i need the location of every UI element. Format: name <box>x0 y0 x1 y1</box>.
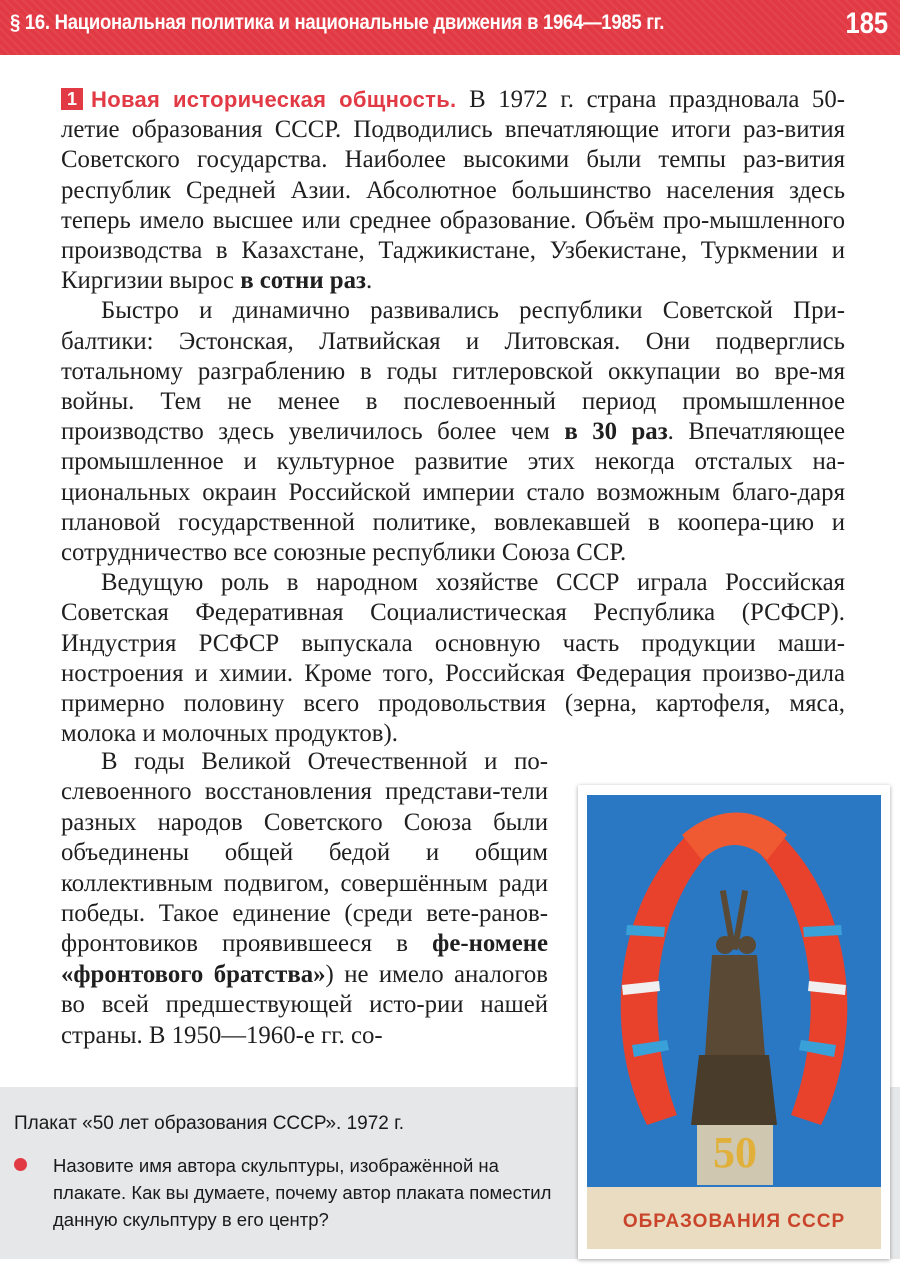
paragraph-2-bold: в 30 раз <box>564 418 668 446</box>
section-heading: Новая историческая общность. <box>91 87 457 112</box>
poster-number: 50 <box>713 1128 757 1177</box>
chapter-title: § 16. Национальная политика и национальные движения в 1964—1985 гг. <box>10 11 665 34</box>
page-number: 185 <box>845 7 888 40</box>
paragraph-4-end: ) не имело аналогов во всей предшествующей исто-рии нашей страны. В 1950—1960-е гг. со- <box>61 960 548 1049</box>
paragraph-1-text: В 1972 г. страна праздновала 50-летие образования СССР. Подводились впечатляющие итоги раз-вития Советского государства. Наиболее высокими были темпы раз-вития республик Средней Азии. Абсолютное большинство населения здесь теперь имело высшее или среднее образование. Объём про-мышленного производства в Казахстане, Таджикистане, Узбекистане, Туркмении и Киргизии вырос <box>61 86 845 295</box>
paragraph-4-bold: фе-номене «фронтового братства» <box>61 930 548 988</box>
main-text <box>61 85 845 749</box>
paragraph-2-text: Быстро и динамично развивались республики Советской При-балтики: Эстонская, Латвийская и Литовская. Они подверглись тотальному разграблению в годы гитлеровской оккупации во вре-мя войны. Тем не менее в послевоенный период промышленное производство здесь увеличилось более чем <box>61 297 845 446</box>
wrapped-text <box>61 747 548 1051</box>
paragraph-1 <box>61 85 845 296</box>
section-number: 1 <box>61 88 83 110</box>
question-bullet-icon <box>14 1158 27 1171</box>
paragraph-2-end: . Впечатляющее промышленное и культурное развитие этих некогда отсталых на-циональных окраин Российской империи стало возможным благо-даря плановой государственной политике, вовлекавшей в коопера-цию и сотрудничество все союзные республики Союза ССР. <box>61 418 845 567</box>
paragraph-1-end: . <box>365 267 373 295</box>
paragraph-1-bold: в сотни раз <box>240 267 366 295</box>
poster-image <box>578 785 890 1259</box>
paragraph-4-text: В годы Великой Отечественной и по-слевоенного восстановления представи-тели разных народов Советского Союза были объединены общей бедой и общим коллективным подвигом, совершённым ради победы. Такое единение (среди вете-ранов-фронтовиков проявившееся в <box>61 748 548 958</box>
poster-illustration <box>587 795 881 1249</box>
paragraph-4 <box>61 747 548 1051</box>
caption-title: Плакат «50 лет образования СССР». 1972 г. <box>14 1113 405 1134</box>
poster-banner-text: ОБРАЗОВАНИЯ СССР <box>622 1211 846 1232</box>
paragraph-3: Ведущую роль в народном хозяйстве СССР играла Российская Советская Федеративная Социалистическая Республика (РСФСР). Индустрия РСФСР выпускала основную часть продукции маши-ностроения и химии. Кроме того, Российская Федерация произво-дила примерно половину всего продовольствия (зерна, картофеля, мяса, молока и молочных продуктов). <box>61 569 845 748</box>
caption-question: Назовите имя автора скульптуры, изображённой на плакате. Как вы думаете, почему автор плаката поместил данную скульптуру в его центр? <box>53 1155 552 1230</box>
page-header <box>0 0 900 55</box>
paragraph-2 <box>61 296 845 568</box>
